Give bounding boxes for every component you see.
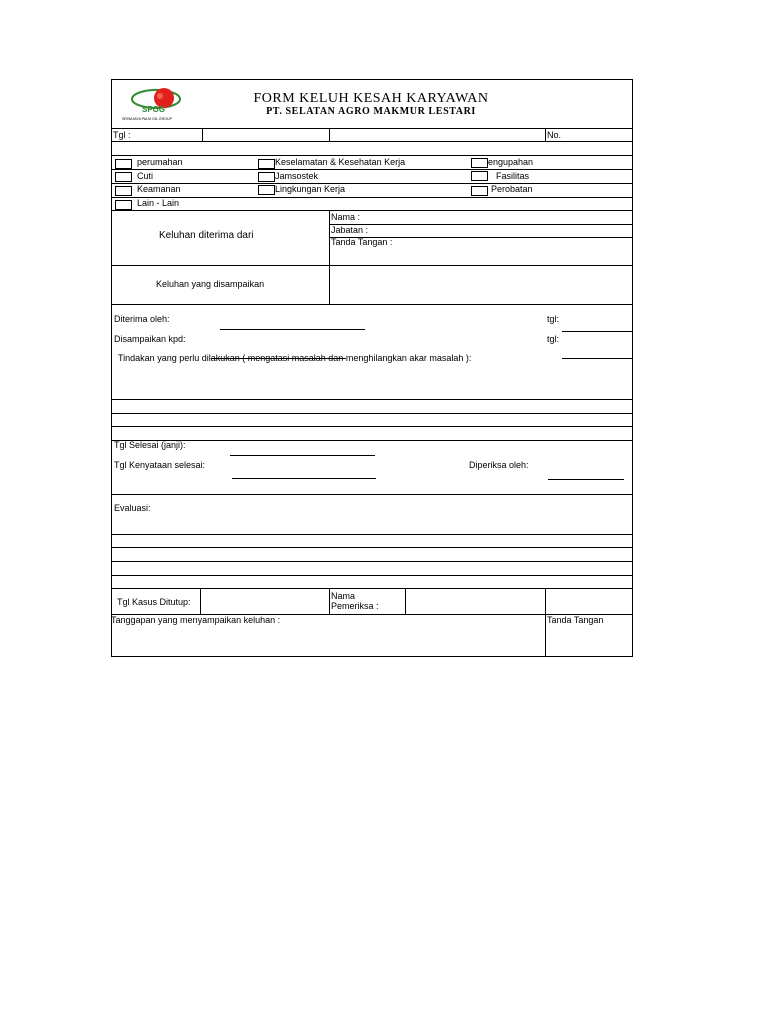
logo-tagline: SRIWIJAYA PALM OIL GROUP <box>122 117 172 121</box>
col-line <box>200 588 201 614</box>
date-line <box>562 358 632 359</box>
row-line <box>111 494 633 495</box>
checkbox-pengupahan[interactable] <box>471 158 488 168</box>
col-line <box>545 128 546 141</box>
checkbox-jamsostek[interactable] <box>258 172 275 182</box>
tgl-kenyataan-label: Tgl Kenyataan selesai: <box>114 460 206 470</box>
row-line <box>111 169 633 170</box>
category-label: engupahan <box>488 157 534 167</box>
tgl-label: tgl: <box>547 314 560 324</box>
row-line <box>111 265 633 266</box>
tgl-label: tgl: <box>547 334 560 344</box>
checkbox-lain-lain[interactable] <box>115 200 132 210</box>
evaluasi-label: Evaluasi: <box>114 503 151 513</box>
row-line <box>111 413 633 414</box>
category-label: Lingkungan Kerja <box>275 184 346 194</box>
row-line <box>111 183 633 184</box>
row-line <box>111 575 633 576</box>
col-line <box>329 210 330 304</box>
col-line <box>329 588 330 614</box>
col-line <box>329 128 330 141</box>
category-label: Jamsostek <box>275 171 319 181</box>
category-label: Fasilitas <box>496 171 530 181</box>
nama-label: Nama : <box>331 212 361 222</box>
row-line <box>111 155 633 156</box>
form-title: FORM KELUH KESAH KARYAWAN <box>253 91 489 106</box>
jabatan-label: Jabatan : <box>331 225 369 235</box>
checkbox-cuti[interactable] <box>115 172 132 182</box>
row-line <box>111 588 633 589</box>
row-line <box>111 547 633 548</box>
tindakan-label: Tindakan yang perlu dilakukan ( mengatasi masalah dan menghilangkan akar masalah ): <box>118 353 472 363</box>
company-name: PT. SELATAN AGRO MAKMUR LESTARI <box>266 106 476 117</box>
tgl-label: Tgl : <box>113 130 131 140</box>
nama-pemeriksa-label: Nama Pemeriksa : <box>331 591 379 611</box>
complaint-form <box>111 79 633 657</box>
checkbox-perumahan[interactable] <box>115 159 132 169</box>
col-line <box>202 128 203 141</box>
row-line <box>111 440 633 441</box>
signature-line <box>220 329 365 330</box>
category-label: Cuti <box>137 171 154 181</box>
row-line <box>111 141 633 142</box>
row-line <box>329 224 633 225</box>
checkbox-keamanan[interactable] <box>115 186 132 196</box>
checkbox-k3[interactable] <box>258 159 275 169</box>
row-line <box>111 304 633 305</box>
diperiksa-oleh-label: Diperiksa oleh: <box>469 460 529 470</box>
category-label: Lain - Lain <box>137 198 180 208</box>
date-line <box>232 478 376 479</box>
tgl-selesai-label: Tgl Selesai (janji): <box>114 440 186 450</box>
category-label: Keselamatan & Kesehatan Kerja <box>275 157 406 167</box>
date-line <box>230 455 375 456</box>
row-line <box>111 197 633 198</box>
tanggapan-label: Tanggapan yang menyampaikan keluhan : <box>111 615 281 625</box>
logo-text: SPOG <box>142 105 166 114</box>
col-line <box>405 588 406 614</box>
signature-line <box>548 479 624 480</box>
category-label: perumahan <box>137 157 183 167</box>
row-line <box>111 128 633 129</box>
received-from-label: Keluhan diterima dari <box>159 230 254 241</box>
disampaikan-kpd-label: Disampaikan kpd: <box>114 334 186 344</box>
diterima-oleh-label: Diterima oleh: <box>114 314 170 324</box>
no-label: No. <box>547 130 562 140</box>
category-label: Perobatan <box>491 184 533 194</box>
row-line <box>111 426 633 427</box>
row-line <box>111 399 633 400</box>
checkbox-perobatan[interactable] <box>471 186 488 196</box>
tanda-tangan-label: Tanda Tangan : <box>331 237 393 247</box>
complaint-label: Keluhan yang disampaikan <box>156 279 265 289</box>
checkbox-lingkungan-kerja[interactable] <box>258 185 275 195</box>
col-line <box>545 588 546 656</box>
tanda-tangan-label: Tanda Tangan <box>547 615 604 625</box>
row-line <box>111 561 633 562</box>
category-label: Keamanan <box>137 184 181 194</box>
date-line <box>562 331 632 332</box>
row-line <box>111 210 633 211</box>
checkbox-fasilitas[interactable] <box>471 171 488 181</box>
tgl-kasus-ditutup-label: Tgl Kasus Ditutup: <box>117 597 191 607</box>
row-line <box>111 534 633 535</box>
